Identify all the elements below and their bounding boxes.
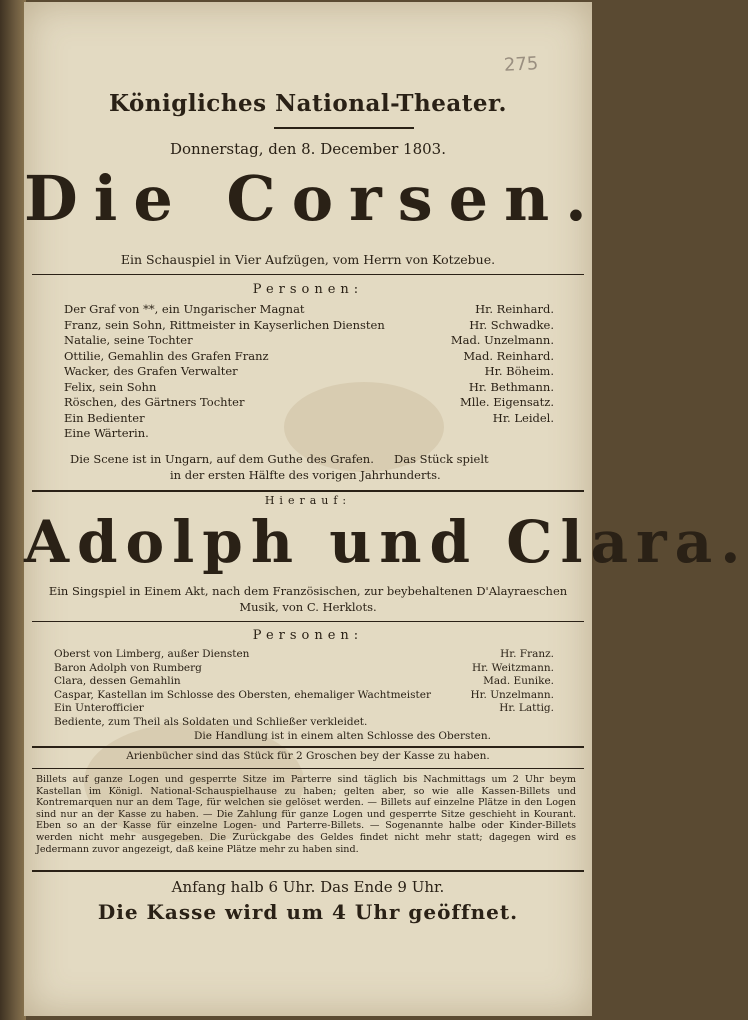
cast-row [54, 675, 554, 689]
cast-row [54, 689, 554, 703]
role: Bediente, zum Theil als Soldaten und Schließer verkleidet. [54, 715, 368, 728]
cast-row [54, 662, 554, 676]
actor: Hr. Böheim. [484, 364, 554, 378]
role: Felix, sein Sohn [64, 379, 157, 394]
role: Natalie, seine Tochter [64, 333, 193, 347]
divider [32, 768, 584, 769]
role: Wacker, des Grafen Verwalter [64, 364, 238, 378]
role: Der Graf von **, ein Ungarischer Magnat [64, 302, 305, 316]
actor: Hr. Lattig. [499, 702, 554, 714]
play1-personen-heading: Personen: [252, 282, 364, 297]
role: Röschen, des Gärtners Tochter [64, 395, 245, 409]
ticket-information: Billets auf ganze Logen und gesperrte Sitze im Parterre sind täglich bis Nachmittags um 2 Uhr beym Kastellan im Königl. National-Schauspielhause zu haben; gelten aber, so wie alle Kassen-Billets und Kontremarquen nur an dem Tage, für welchen sie gelöset werden. — Billets auf einzelne Plätze in den Logen sind nur an der Kasse zu haben. — Die Zahlung für ganze Logen und gesperrte Sitze geschieht in Kourant. Eben so an der Kasse für einzelne Logen- und Parterre-Billets. — Sogenannte halbe oder Kinder-Billets werden nicht mehr ausgegeben. Die Zurückgabe des Geldes findet nicht mehr statt; dagegen wird es Jedermann zuvor angezeigt, daß keine Plätze mehr zu haben sind. [36, 774, 576, 855]
role: Ein Unterofficier [54, 702, 144, 714]
divider [32, 870, 584, 872]
role: Ein Bedienter [64, 410, 145, 425]
cast-row [54, 716, 554, 730]
play2-personen-heading: Personen: [252, 628, 364, 643]
ornament-rule [274, 127, 414, 129]
play2-subtitle: Ein Singspiel in Einem Akt, nach dem Französischen, zur beybehaltenen D'Alayraeschen [48, 584, 568, 598]
hierauf-label: Hierauf: [264, 494, 352, 507]
role: Clara, dessen Gemahlin [54, 675, 181, 687]
cast-row [64, 426, 554, 442]
cast-row [54, 702, 554, 716]
divider [32, 490, 584, 492]
cast-row [64, 318, 554, 334]
performance-times: Anfang halb 6 Uhr. Das Ende 9 Uhr. [171, 878, 445, 896]
play1-subtitle: Ein Schauspiel in Vier Aufzügen, vom Herrn von Kotzebue. [120, 252, 496, 267]
theatre-name: Königliches National-Theater. [108, 90, 508, 117]
role: Caspar, Kastellan im Schlosse des Obersten, ehemaliger Wachtmeister [54, 688, 431, 701]
actor: Mad. Unzelmann. [450, 333, 554, 347]
box-office-opening: Die Kasse wird um 4 Uhr geöffnet. [97, 900, 519, 924]
play1-scene-line: Das Stück spielt [394, 452, 489, 466]
performance-date: Donnerstag, den 8. December 1803. [170, 140, 446, 158]
actor: Hr. Schwadke. [469, 317, 554, 332]
cast-row [64, 333, 554, 349]
cast-row [64, 411, 554, 427]
libretto-note: Arienbücher sind das Stück für 2 Groschen bey der Kasse zu haben. [126, 750, 490, 762]
play2-cast-list [54, 648, 554, 729]
play1-scene-line: Die Scene ist in Ungarn, auf dem Guthe des Grafen. [70, 452, 374, 466]
actor: Hr. Reinhard. [475, 302, 554, 316]
divider [32, 621, 584, 622]
play2-scene-line: Die Handlung ist in einem alten Schlosse des Obersten. [194, 730, 491, 742]
actor: Hr. Leidel. [492, 410, 554, 425]
role: Eine Wärterin. [64, 426, 149, 440]
actor: Mad. Eunike. [483, 675, 554, 687]
cast-row [54, 648, 554, 662]
book-spine [0, 0, 26, 1020]
role: Ottilie, Gemahlin des Grafen Franz [64, 348, 269, 363]
actor: Hr. Bethmann. [468, 379, 554, 394]
cast-row [64, 395, 554, 411]
play2-title: Adolph und Clara. [24, 508, 748, 576]
role: Baron Adolph von Rumberg [54, 661, 202, 674]
play1-cast-list [64, 302, 554, 442]
archive-number: 275 [503, 53, 539, 76]
actor: Hr. Franz. [500, 648, 554, 660]
play1-title: Die Corsen. [24, 162, 603, 235]
play1-scene-line: in der ersten Hälfte des vorigen Jahrhunderts. [170, 468, 441, 482]
divider [32, 746, 584, 748]
cast-row [64, 364, 554, 380]
actor: Mlle. Eigensatz. [460, 395, 554, 409]
divider [32, 274, 584, 275]
play2-subtitle: Musik, von C. Herklots. [239, 600, 377, 614]
cast-row [64, 349, 554, 365]
cast-row [64, 380, 554, 396]
role: Franz, sein Sohn, Rittmeister in Kayserlichen Diensten [64, 317, 385, 332]
cast-row [64, 302, 554, 318]
actor: Hr. Unzelmann. [470, 688, 554, 701]
playbill-sheet [24, 2, 748, 1016]
actor: Hr. Weitzmann. [471, 661, 554, 674]
actor: Mad. Reinhard. [463, 348, 554, 363]
role: Oberst von Limberg, außer Diensten [54, 648, 250, 660]
